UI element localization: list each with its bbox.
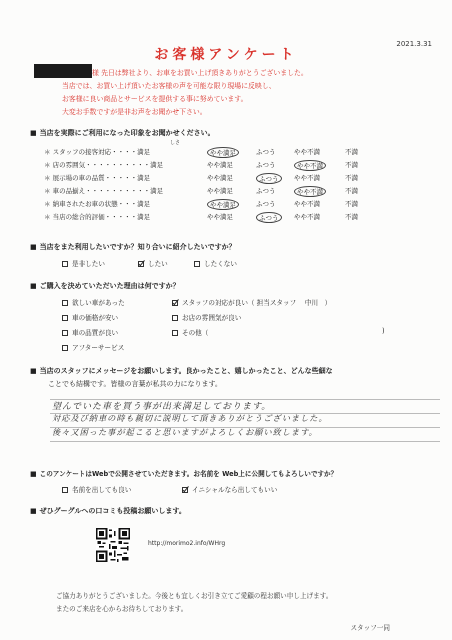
option-no[interactable]	[194, 258, 237, 268]
staff-signature: スタッフ一同	[350, 624, 390, 632]
intro-line: 当店では、お買い上げ頂いたお客様の声を可能な限り現場に反映し、	[62, 82, 276, 90]
reason-staff[interactable]	[172, 297, 331, 307]
reason-price[interactable]	[62, 312, 118, 322]
checkbox[interactable]	[62, 487, 68, 493]
rating-option-selected[interactable]: やや満足	[207, 147, 239, 158]
checkbox[interactable]	[172, 330, 178, 336]
rating-row	[44, 160, 434, 171]
rating-row-label: ＊ 納車されたお車の状態・・・満足	[44, 200, 151, 208]
rating-row-label: ＊ 店の雰囲気・・・・・・・・・・満足	[44, 161, 164, 169]
rating-row-label: ＊ 車の品揃え・・・・・・・・・・満足	[44, 187, 164, 195]
option-label: 車の品質が良い	[72, 329, 119, 337]
intro-line: お客様に良い商品とサービスを提供する事に努めています。	[62, 95, 248, 103]
rating-option[interactable]: 不満	[345, 187, 358, 195]
checkbox[interactable]	[194, 261, 200, 267]
rating-option[interactable]: 不満	[345, 213, 358, 221]
option-definitely[interactable]	[62, 258, 105, 268]
rating-option[interactable]: やや満足	[207, 174, 233, 182]
checkbox[interactable]	[62, 345, 68, 351]
option-label: その他（	[182, 329, 209, 337]
qr-code-graphic	[96, 528, 130, 562]
qr-code-icon[interactable]	[96, 528, 130, 562]
rating-option-selected[interactable]: やや満足	[207, 199, 239, 210]
intro-line: 大変お手数ですが是非お声をお聞かせ下さい。	[62, 108, 207, 116]
publish-initials[interactable]	[182, 484, 277, 494]
checkbox-checked[interactable]	[138, 261, 144, 267]
rating-option[interactable]: やや満足	[207, 187, 233, 195]
option-label: 車の価格が安い	[72, 314, 119, 322]
option-label: お店の雰囲気が良い	[182, 314, 242, 322]
rating-option[interactable]: ふつう	[256, 148, 276, 156]
rating-option[interactable]: やや満足	[207, 161, 233, 169]
question-web-publish: ■ このアンケートはWebで公開させていただきます。お名前を Web上に公開してもよろしいですか？	[30, 468, 337, 478]
rating-option[interactable]: 不満	[345, 174, 358, 182]
rating-option[interactable]: ふつう	[256, 187, 276, 195]
option-label: したくない	[204, 260, 237, 268]
rating-row	[44, 147, 434, 158]
reason-aftercare[interactable]	[62, 342, 124, 352]
checkbox-checked[interactable]	[172, 300, 178, 306]
option-label: 是非したい	[72, 260, 105, 268]
survey-date: 2021.3.31	[396, 40, 432, 48]
rating-row	[44, 186, 434, 197]
footer-thanks: ご協力ありがとうございました。今後とも宜しくお引き立てご愛顧の程お願い申し上げます。	[56, 592, 333, 600]
question-google-review: ■ ぜひグーグルへの口コミも投稿お願いします。	[30, 506, 186, 516]
rating-option[interactable]: ふつう	[256, 200, 276, 208]
question-message-line2: ことでも結構です。皆様の言葉が私共の力になります。	[48, 380, 222, 388]
checkbox[interactable]	[62, 261, 68, 267]
rating-option[interactable]: やや不満	[294, 200, 320, 208]
rating-option[interactable]: やや満足	[207, 213, 233, 221]
handwritten-answer: 後々又困った事が起こると思いますがよろしくお願い致します。	[52, 427, 318, 437]
rating-option-selected[interactable]: ふつう	[256, 212, 282, 223]
intro-text	[62, 67, 442, 119]
question-impression: ■ 当店を実際にご利用になった印象をお聞かせください。	[30, 128, 215, 138]
option-label: イニシャルなら出してもいい	[192, 486, 278, 494]
rating-row-label: ＊ 当店の総合的評価・・・・・満足	[44, 213, 151, 221]
rating-row-label: ＊ スタッフの接客対応・・・・満足	[44, 148, 151, 156]
question-revisit: ■ 当店をまた利用したいですか？知り合いに紹介したいですか？	[30, 242, 236, 252]
publish-name[interactable]	[62, 484, 131, 494]
answer-line	[50, 441, 440, 442]
intro-line: 様 先日は弊社より、お車をお買い上げ頂きありがとうございました。	[92, 69, 308, 77]
rating-row	[44, 173, 434, 184]
review-url-link[interactable]: http://morimo2.info/WHrg	[148, 540, 226, 547]
checkbox[interactable]	[62, 330, 68, 336]
reason-other[interactable]	[172, 327, 208, 337]
rating-option[interactable]: やや不満	[294, 174, 320, 182]
option-would-like[interactable]	[138, 258, 168, 268]
checkbox[interactable]	[62, 315, 68, 321]
rating-option-selected[interactable]: やや不満	[294, 186, 326, 197]
rating-option[interactable]: 不満	[345, 161, 358, 169]
rating-option-selected[interactable]: ふつう	[256, 173, 282, 184]
checkbox-checked[interactable]	[182, 487, 188, 493]
rating-option[interactable]: やや不満	[294, 148, 320, 156]
rating-option[interactable]: やや不満	[294, 213, 320, 221]
option-label: 欲しい車があった	[72, 299, 125, 307]
reason-other-close: )	[382, 327, 385, 335]
footer-welcome: またのご来店を心からお待ちしております。	[56, 605, 188, 613]
reason-atmosphere[interactable]	[172, 312, 241, 322]
question-message: ■ 当店のスタッフにメッセージをお願いします。良かったこと、嬉しかったこと、どんな些細な	[30, 366, 333, 376]
handwritten-answer: 望んでいた車を買う事が出来満足しております。	[52, 402, 272, 412]
checkbox[interactable]	[172, 315, 178, 321]
option-label: アフターサービス	[72, 344, 125, 352]
checkbox[interactable]	[62, 300, 68, 306]
rating-option[interactable]: 不満	[345, 148, 358, 156]
handwritten-annotation: しさ	[170, 140, 181, 146]
option-label: スタッフの対応が良い（ 担当スタッフ 中川 ）	[182, 299, 332, 307]
option-label: 名前を出しても良い	[72, 486, 132, 494]
rating-option[interactable]: ふつう	[256, 161, 276, 169]
rating-option[interactable]: 不満	[345, 200, 358, 208]
survey-title: お客様アンケート	[154, 47, 298, 63]
rating-row	[44, 199, 434, 210]
option-label: したい	[148, 260, 168, 268]
rating-option-selected[interactable]: やや不満	[294, 160, 326, 171]
reason-quality[interactable]	[62, 327, 118, 337]
rating-row	[44, 212, 434, 223]
handwritten-answer: 対応及び納車の時も親切に説明して頂きありがとうございました。	[52, 413, 328, 423]
reason-wanted-car[interactable]	[62, 297, 125, 307]
rating-row-label: ＊ 展示場の車の品質・・・・・満足	[44, 174, 151, 182]
question-reason: ■ ご購入を決めていただいた理由は何ですか？	[30, 281, 180, 291]
